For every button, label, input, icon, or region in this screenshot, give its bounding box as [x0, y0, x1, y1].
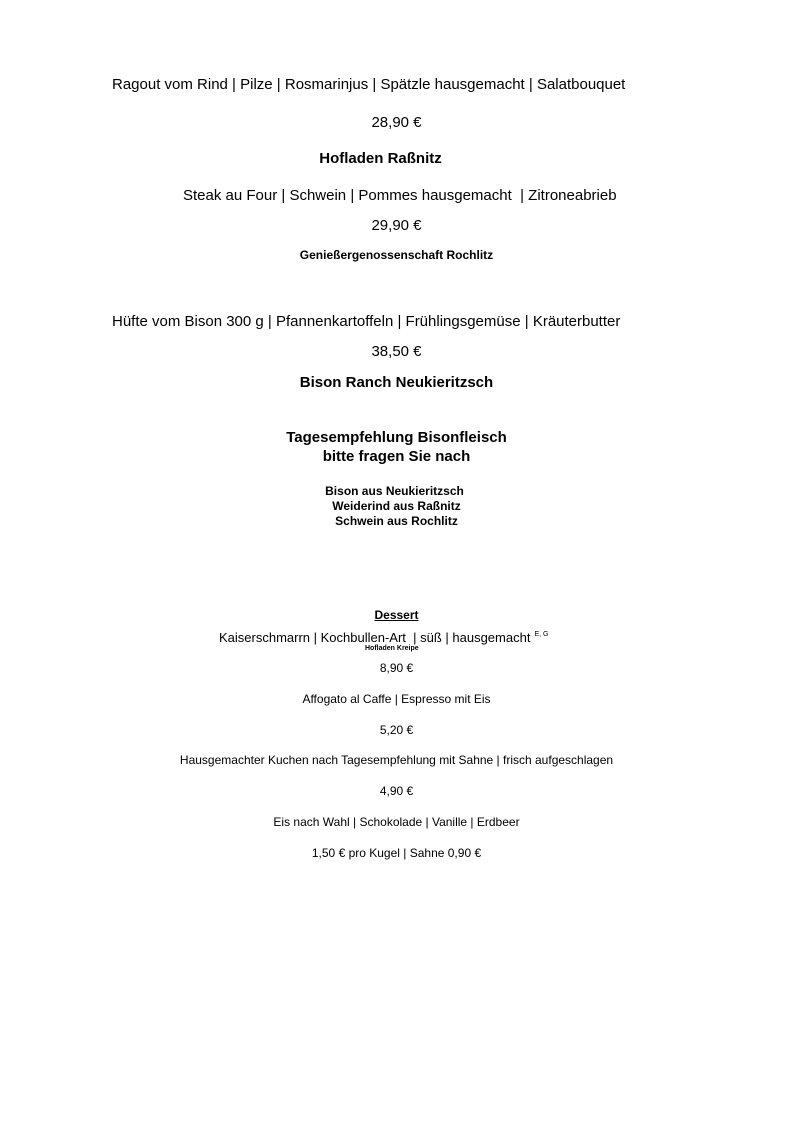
origin-beef: Weiderind aus Raßnitz [332, 499, 461, 513]
dessert-dish-1-text: Kaiserschmarrn | Kochbullen-Art | süß | hausgemacht [219, 630, 531, 645]
dessert-dish-4: Eis nach Wahl | Schokolade | Vanille | Erdbeer [273, 815, 520, 829]
dessert-price-3: 4,90 € [379, 784, 414, 798]
recommendation-line-2: bitte fragen Sie nach [322, 448, 471, 465]
main-price-1: 28,90 € [371, 114, 422, 131]
main-supplier-3: Bison Ranch Neukieritzsch [299, 374, 494, 391]
recommendation-line-1: Tagesempfehlung Bisonfleisch [286, 429, 507, 446]
dessert-dish-3: Hausgemachter Kuchen nach Tagesempfehlung mit Sahne | frisch aufgeschlagen [179, 753, 614, 767]
dessert-dish-2: Affogato al Caffe | Espresso mit Eis [302, 692, 491, 706]
origin-pork: Schwein aus Rochlitz [335, 514, 458, 528]
main-dish-1: Ragout vom Rind | Pilze | Rosmarinjus | Spätzle hausgemacht | Salatbouquet [112, 76, 626, 93]
dessert-price-1: 8,90 € [379, 661, 414, 675]
origin-bison: Bison aus Neukieritzsch [325, 484, 464, 498]
dessert-price-4: 1,50 € pro Kugel | Sahne 0,90 € [311, 846, 482, 860]
main-dish-2: Steak au Four | Schwein | Pommes hausgemacht | Zitroneabrieb [183, 187, 617, 204]
main-price-3: 38,50 € [371, 343, 422, 360]
main-dish-3: Hüfte vom Bison 300 g | Pfannenkartoffeln | Frühlingsgemüse | Kräuterbutter [112, 313, 621, 330]
dessert-heading: Dessert [374, 608, 419, 622]
main-supplier-2: Genießergenossenschaft Rochlitz [299, 248, 494, 262]
dessert-dish-1 [219, 630, 548, 645]
dessert-supplier-1: Hofladen Kreipe [365, 645, 419, 652]
main-price-2: 29,90 € [371, 217, 422, 234]
dessert-price-2: 5,20 € [379, 723, 414, 737]
allergen-note: E, G [534, 631, 549, 638]
main-supplier-1: Hofladen Raßnitz [319, 150, 442, 167]
